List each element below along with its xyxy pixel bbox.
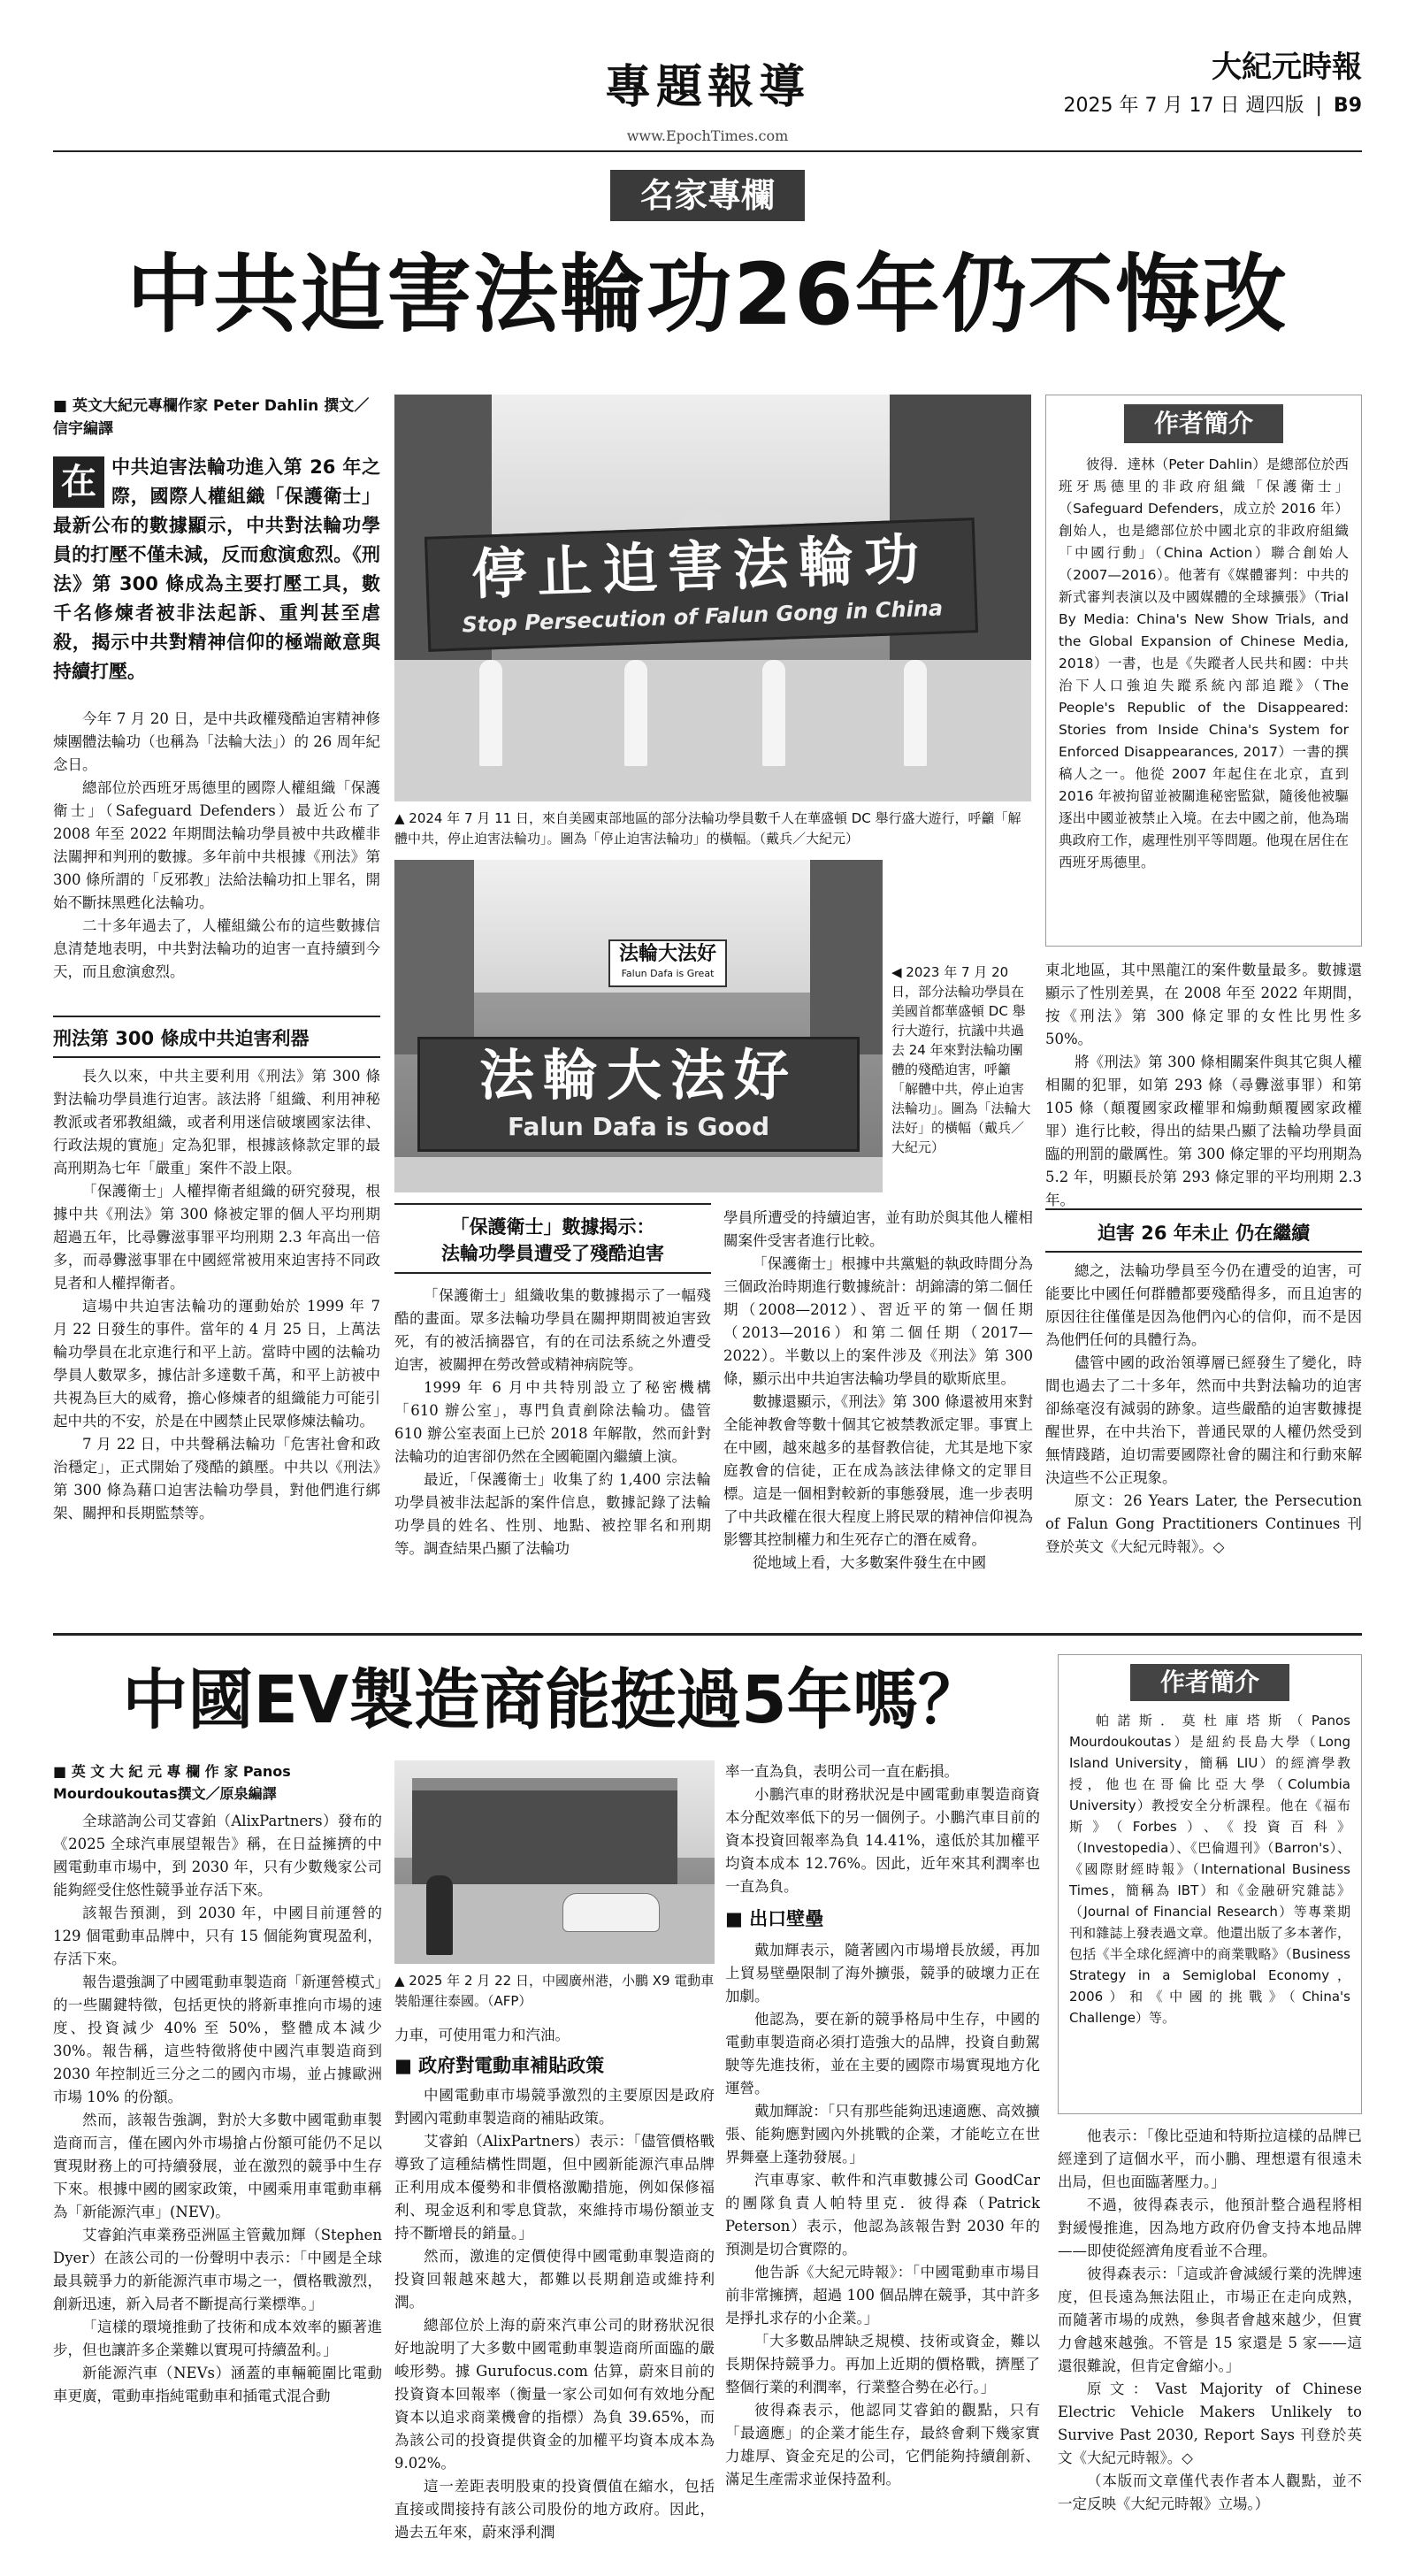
paper-name: 大紀元時報 (1212, 50, 1362, 85)
subhead-rule (1045, 1208, 1362, 1210)
paragraph-continued: 率一直為負，表明公司一直在虧損。 (725, 1763, 959, 1780)
sign-english: Falun Dafa is Great (621, 968, 715, 979)
building-left (394, 860, 474, 1054)
paragraph: 中國電動車市場競爭激烈的主要原因是政府對國內電動車製造商的補貼政策。 (394, 2087, 715, 2127)
article1-col2 (394, 1284, 711, 1560)
subhead-line1: 「保護衛士」數據揭示： (450, 1216, 655, 1238)
article-separator (53, 1633, 1362, 1636)
ship-deck (412, 1778, 677, 1790)
author-box-2 (1058, 1654, 1362, 2114)
paragraph: 「大多數品牌缺乏規模、技術或資金，難以長期保持競爭力。再加上近期的價格戰，擠壓了整個行業的利潤率，行業整合勢在必行。」 (725, 2333, 1040, 2396)
banner-chinese: 法輪大法好 (478, 1043, 798, 1108)
marcher (624, 660, 647, 766)
headline: 中共迫害法輪功26年仍不悔改 (126, 245, 1289, 344)
marcher (904, 660, 927, 766)
author-bio: 彼得．達林（Peter Dahlin）是總部位於西班牙馬德里的非政府組織「保護衛士」（Safeguard Defenders，成立於 2016 年）創始人，也是總部位於中國北京的非政府組織「中國行動」（China Action）聯合創始人（2007—2016）。他著有《媒體審判：中共的新式審判表演以及中國媒體的全球擴張》（Trial By Media: China's New Show Trials, and the Global Expansion of Chinese Media, 2018）一書，也是《失蹤者人民共和國：中共治下人口強迫失蹤系統內部追蹤》（The People's Republic of the Disappeared: Stories from Inside China's System for Enforced Disappearances, 2017）一書的撰稿人之一。他從 2007 年起住在北京，直到 2016 年被拘留並被關進秘密監獄，隨後他被驅逐出中國並被禁止入境。在去中國之前，他為瑞典政府工作，處理性別平等問題。他現在居住在西班牙馬德里。 (1059, 456, 1349, 870)
paragraph: 二十多年過去了，人權組織公布的這些數據信息清楚地表明，中共對法輪功的迫害一直持續到今天，而且愈演愈烈。 (53, 917, 380, 980)
paragraph: 「這樣的環境推動了技術和成本效率的顯著進步，但也讓許多企業難以實現可持續盈利。」 (53, 2319, 382, 2358)
paragraph: 長久以來，中共主要利用《刑法》第 300 條對法輪功學員進行迫害。該法將「組織、利用神秘教派或者邪教組織，或者利用迷信破壞國家法律、行政法規的實施」定為犯罪，根據該條款定罪的最高刑期為七年「嚴重」案件不設上限。 (53, 1068, 380, 1177)
banner (424, 518, 978, 652)
paragraph: 從地域上看，大多數案件發生在中國 (753, 1554, 986, 1571)
author-label: 作者簡介 (1124, 404, 1283, 443)
ev-car (562, 1893, 660, 1932)
article2-col3 (725, 1760, 1040, 2491)
photo1-caption: ▲ 2024 年 7 月 11 日，來自美國東部地區的部分法輪功學員數千人在華盛頓 DC 舉行盛大遊行，呼籲「解體中共，停止迫害法輪功」。圖為「停止迫害法輪功」的橫幅。（戴兵／大紀元） (394, 810, 1021, 847)
marcher (479, 660, 502, 766)
subhead: 刑法第 300 條成中共迫害利器 (53, 1028, 310, 1049)
road (394, 1157, 883, 1192)
subhead-3: 迫害 26 年未止 仍在繼續 (1097, 1223, 1311, 1244)
marcher (762, 660, 785, 766)
subhead-2 (394, 1208, 711, 1272)
drop-cap: 在 (53, 456, 104, 508)
banner (417, 1037, 860, 1152)
parade-photo-1 (394, 395, 1031, 801)
headline-2: 中國EV製造商能挺過5年嗎？ (122, 1662, 983, 1738)
paragraph-continued: 東北地區，其中黑龍江的案件數量最多。數據還顯示了性別差異，在 2008 年至 2022 年期間，按《刑法》第 300 條定罪的女性比男性多 50%。 (1045, 962, 1362, 1047)
paragraph: 總部位於上海的蔚來汽車公司的財務狀況很好地說明了大多數中國電動車製造商所面臨的嚴峻形勢。據 Gurufocus.com 估算，蔚來目前的投資資本回報率（衡量一家公司如何有效地分配資本以追求商業機會的指標）為負 39.65%，而為該公司的投資提供資金的加權平均資本成本為 9.02%。 (394, 2317, 715, 2472)
paragraph: 艾睿鉑汽車業務亞洲區主管戴加輝（Stephen Dyer）在該公司的一份聲明中表示：「中國是全球最具競爭力的新能源汽車市場之一，價格戰激烈，創新迅速，新入局者不斷提高行業標準。」 (53, 2227, 382, 2312)
paragraph: （本版而文章僅代表作者本人觀點，並不一定反映《大紀元時報》立場。） (1058, 2472, 1362, 2512)
paragraph: 艾睿鉑（AlixPartners）表示：「儘管價格戰導致了這種結構性問題，但中國新能源汽車品牌正利用成本優勢和非價格激勵措施，例如保修福利、現金返利和零息貸款，來維持市場份額並支持不斷增長的銷量。」 (394, 2133, 715, 2242)
paragraph: 不過，彼得森表示，他預計整合過程將相對緩慢推進，因為地方政府仍會支持本地品牌——即使從經濟角度看並不合理。 (1058, 2196, 1362, 2259)
site-url[interactable]: www.EpochTimes.com (626, 127, 789, 144)
lead-paragraph (53, 453, 380, 686)
kicker-label: 名家專欄 (610, 170, 805, 221)
ev-photo-caption: ▲ 2025 年 2 月 22 日，中國廣州港，小鵬 X9 電動車裝船運往泰國。（AFP） (394, 1973, 715, 2009)
paragraph: 彼得森表示：「這或許會減緩行業的洗牌速度，但長遠為無法阻止，市場正在走向成熟，而隨著市場的成熟，參與者會越來越少，但實力會越來越強。不管是 15 家還是 5 家——這還很難說，但肯定會縮小。」 (1058, 2266, 1362, 2374)
paragraph: 彼得森表示，他認同艾睿鉑的觀點，只有「最適應」的企業才能生存，最終會剩下幾家實力雄厚、資金充足的公司，它們能夠持續創新、滿足生產需求並保持盈利。 (725, 2402, 1040, 2488)
article1-col1 (53, 708, 380, 984)
article2-col4 (1058, 2125, 1362, 2516)
divider: | (1315, 95, 1322, 117)
subhead-rule (394, 1272, 711, 1274)
subhead-rule (1045, 1251, 1362, 1253)
paragraph: 汽車專家、軟件和汽車數據公司 GoodCar 的團隊負責人帕特里克．彼得森（Patrick Peterson）表示，他認為該報告對 2030 年的預測是切合實際的。 (725, 2172, 1040, 2258)
subhead-rule (394, 1203, 711, 1205)
article1-col1b (53, 1065, 380, 1525)
article1-col4b (1045, 1260, 1362, 1559)
byline-line2: 信宇編譯 (53, 420, 113, 438)
parade-photo-2 (394, 860, 883, 1192)
paragraph: 該報告預測，到 2030 年，中國目前運營的 129 個電動車品牌中，只有 15 個能夠實現盈利，存活下來。 (53, 1905, 382, 1967)
ship-hull (412, 1787, 677, 1884)
article1-col3 (723, 1207, 1033, 1575)
paragraph: 戴加輝表示，隨著國內市場增長放緩，再加上貿易壁壘限制了海外擴張，競爭的破壞力正在加劇。 (725, 1942, 1040, 2005)
paragraph: 原文：26 Years Later, the Persecution of Falun Gong Practitioners Continues 刊登於英文《大紀元時報》。◇ (1045, 1492, 1362, 1555)
paragraph: 這場中共迫害法輪功的運動始於 1999 年 7 月 22 日發生的事件。當年的 4 月 25 日，上萬法輪功學員在北京進行和平上訪。當時中國的法輪功學員人數眾多，據估計多達數千萬，和平上訪被中共視為巨大的威脅，擔心修煉者的組織能力可能引起中共的不安，於是在中國禁止民眾修煉法輪功。 (53, 1298, 380, 1430)
paragraph: 原文：Vast Majority of Chinese Electric Vehicle Makers Unlikely to Survive Past 2030, Report Says 刊登於英文《大紀元時報》。◇ (1058, 2380, 1362, 2466)
paragraph: 然而，激進的定價使得中國電動車製造商的投資回報越來越大，都難以長期創造或維持利潤。 (394, 2248, 715, 2311)
sign-chinese: 法輪大法好 (618, 943, 716, 965)
page-number: B9 (1333, 95, 1362, 117)
issue-date-row (1017, 90, 1362, 118)
paragraph: 這一差距表明股東的投資價值在縮水，包括直接或間接持有該公司股份的地方政府。因此，過去五年來，蔚來淨利潤 (394, 2478, 715, 2541)
paragraph: 他告訴《大紀元時報》：「中國電動車市場目前非常擁擠，超過 100 個品牌在競爭，其中許多是掙扎求存的小企業。」 (725, 2264, 1040, 2327)
paragraph: 「保護衛士」組織收集的數據揭示了一幅殘酷的畫面。眾多法輪功學員在關押期間被迫害致死，有的被活摘器官，有的在司法系統之外遭受迫害，被關押在勞改營或精神病院等。 (394, 1287, 711, 1373)
paragraph: 戴加輝說：「只有那些能夠迅速適應、高效擴張、能夠應對國內外挑戰的企業，才能屹立在世界舞臺上蓬勃發展。」 (725, 2103, 1040, 2166)
ev-port-photo (394, 1760, 715, 1964)
paragraph: 最近，「保護衛士」收集了約 1,400 宗法輪功學員被非法起訴的案件信息，數據記錄了法輪功學員的姓名、性別、地點、被控罪名和刑期等。調查結果凸顯了法輪功 (394, 1471, 711, 1557)
paragraph: 他認為，要在新的競爭格局中生存，中國的電動車製造商必須打造強大的品牌，投資自動駕駛等先進技術，並在主要的國際市場實現地方化運營。 (725, 2011, 1040, 2097)
paragraph: 「保護衛士」人權捍衛者組織的研究發現，根據中共《刑法》第 300 條被定罪的個人平均刑期超過五年，比尋釁滋事罪平均刑期 2.3 年高出一倍多，而尋釁滋事罪在中國經常被用來迫害持不同政見者和人權捍衛者。 (53, 1183, 380, 1292)
paragraph: 新能源汽車（NEVs）涵蓋的車輛範圍比電動車更廣，電動車指純電動車和插電式混合動 (53, 2365, 382, 2404)
worker (426, 1875, 453, 1955)
lead-text: 中共迫害法輪功進入第 26 年之際，國際人權組織「保護衛士」最新公布的數據顯示，中共對法輪功學員的打壓不僅未減，反而愈演愈烈。《刑法》第 300 條成為主要打壓工具，數千名修煉者被非法起訴、重判甚至虐殺，揭示中共對精神信仰的極端敵意與持續打壓。 (53, 456, 380, 682)
paragraph-continued: 學員所遭受的持續迫害，並有助於與其他人權相關案件受害者進行比較。 (723, 1209, 1033, 1249)
subhead-rule (53, 1016, 380, 1017)
byline-2: ■ 英 文 大 紀 元 專 欄 作 家 Panos Mourdoukoutas撰文／原泉編譯 (53, 1763, 291, 1802)
author-label: 作者簡介 (1130, 1664, 1289, 1701)
paragraph: 他表示：「像比亞迪和特斯拉這樣的品牌已經達到了這個水平，而小鵬、理想還有很遠未出局，但也面臨著壓力。」 (1058, 2128, 1362, 2190)
photo2-caption: ◀ 2023 年 7 月 20 日，部分法輪功學員在美國首都華盛頓 DC 舉行大遊行，抗議中共過去 24 年來對法輪功團體的殘酷迫害，呼籲「解體中共，停止迫害法輪功」。圖為「法輪大法好」的橫幅（戴兵／大紀元） (891, 964, 1031, 1155)
paragraph: 「保護衛士」根據中共黨魁的執政時間分為三個政治時期進行數據統計：胡錦濤的第二個任期（2008—2012）、習近平的第一個任期（2013—2016）和第二個任期（2017—2022）。半數以上的案件涉及《刑法》第 300 條，顯示出中共迫害法輪功學員的歇斯底里。 (723, 1255, 1033, 1387)
paragraph: 今年 7 月 20 日，是中共政權殘酷迫害精神修煉團體法輪功（也稱為「法輪大法」）的 26 周年紀念日。 (53, 710, 380, 773)
paragraph: 1999 年 6 月中共特別設立了秘密機構「610 辦公室」，專門負責剷除法輪功。儘管 610 辦公室表面上已於 2018 年解散，然而針對法輪功的迫害卻仍然在全國範圍內繼續上演。 (394, 1379, 711, 1465)
paragraph: 儘管中國的政治領導層已經發生了變化，時間也過去了二十多年，然而中共對法輪功的迫害卻絲毫沒有減弱的跡象。這些嚴酷的迫害數據提醒世界，在中共治下，普通民眾的人權仍然受到無情踐踏，迫切需要國際社會的關注和行動來解決這些不公正現象。 (1045, 1354, 1362, 1486)
subhead: ■ 政府對電動車補貼政策 (394, 2055, 605, 2076)
issue-date: 2025 年 7 月 17 日 週四版 (1063, 95, 1304, 117)
paragraph: 數據還顯示，《刑法》第 300 條還被用來對全能神教會等數十個其它被禁教派定罪。事實上在中國，越來越多的基督教信徒，尤其是地下家庭教會的信徒，正在成為該法律條文的定罪目標。這是一個相對較新的事態發展，進一步表明了中共政權在很大程度上將民眾的精神信仰視為影響其控制權力和生死存亡的潛在威脅。 (723, 1393, 1033, 1548)
paragraph: 將《刑法》第 300 條相關案件與其它與人權相關的犯罪，如第 293 條（尋釁滋事罪）和第 105 條（顛覆國家政權罪和煽動顛覆國家政權罪）進行比較，得出的結果凸顯了法輪功學員面臨的刑罰的嚴厲性。第 300 條定罪的平均刑期為 5.2 年，明顯長於第 293 條定罪的平均刑期 2.3 年。 (1045, 1054, 1362, 1208)
section-title: 專題報導 (604, 61, 810, 114)
paragraph: 7 月 22 日，中共聲稱法輪功「危害社會和政治穩定」，正式開始了殘酷的鎮壓。中共以《刑法》第 300 條為藉口迫害法輪功學員，對他們進行綁架、關押和長期監禁等。 (53, 1436, 380, 1522)
paragraph: 報告還強調了中國電動車製造商「新運營模式」的一些關鍵特徵，包括更快的將新車推向市場的速度、投資減少 40% 至 50%，整體成本減少 30%。報告稱，這些特徵將使中國汽車製造商到 2030 年控制近三分之二的國內市場，並占據歐洲市場 10% 的份額。 (53, 1974, 382, 2105)
banner-chinese: 停止迫害法輪功 (470, 525, 931, 608)
paragraph: 全球諮詢公司艾睿鉑（AlixPartners）發布的《2025 全球汽車展望報告》稱，在日益擁擠的中國電動車市場中，到 2030 年，只有少數幾家公司能夠經受住悠性競爭並存活下來。 (53, 1813, 382, 1898)
paragraph-continued: 力車，可使用電力和汽油。 (394, 2027, 570, 2043)
article2-col1 (53, 1810, 382, 2408)
masthead-rule (53, 150, 1362, 152)
article2-col2 (394, 2024, 715, 2544)
byline-line1: ■ 英文大紀元專欄作家 Peter Dahlin 撰文／ (53, 397, 370, 415)
subhead-line2: 法輪功學員遭受了殘酷迫害 (441, 1243, 664, 1264)
author-box (1045, 395, 1362, 947)
author-bio: 帕諾斯．莫杜庫塔斯（Panos Mourdoukoutas）是紐約長島大學（Long Island University，簡稱 LIU）的經濟學教授，他也在哥倫比亞大學（Columbia University）教授安全分析課程。他在《福布斯》（Forbes）、《投資百科》（Investopedia）、《巴倫週刊》（Barron's）、《國際財經時報》（International Business Times，簡稱為 IBT）和《金融研究雜誌》（Journal of Financial Research）等專業期刊和雜誌上發表過文章。他還出版了多本著作，包括《半全球化經濟中的商業戰略》（Business Strategy in a Semiglobal Economy，2006）和《中國的挑戰》（China's Challenge）等。 (1069, 1713, 1350, 2026)
subhead-rule (53, 1056, 380, 1058)
byline (53, 395, 380, 441)
banner-english: Falun Dafa is Good (507, 1112, 770, 1141)
banner-english: Stop Persecution of Falun Gong in China (461, 595, 944, 638)
paragraph: 總之，法輪功學員至今仍在遭受的迫害，可能要比中國任何群體都要殘酷得多，而且迫害的原因往往僅僅是因為他們內心的信仰，而不是因為他們任何的具體行為。 (1045, 1262, 1362, 1348)
paragraph: 然而，該報告強調，對於大多數中國電動車製造商而言，僅在國內外市場搶占份額可能仍不足以實現財務上的可持續發展，並在激烈的競爭中生存下來。根據中國的國家政策，中國乘用車電動車稱為「新能源汽車」(NEV)。 (53, 2112, 382, 2220)
paragraph: 小鵬汽車的財務狀況是中國電動車製造商資本分配效率低下的另一個例子。小鵬汽車目前的資本投資回報率為負 14.41%，遠低於其加權平均資本成本 12.76%。因此，近年來其利潤率也一直為負。 (725, 1786, 1040, 1895)
building-right (810, 860, 883, 1054)
paragraph: 總部位於西班牙馬德里的國際人權組織「保護衛士」（Safeguard Defenders）最近公布了 2008 年至 2022 年期間法輪功學員被中共政權非法關押和判刑的數據。多年前中共根據《刑法》第 300 條所謂的「反邪教」法給法輪功扣上罪名，開始不斷抹黑甦化法輪功。 (53, 779, 380, 911)
sign-board (608, 939, 727, 987)
article1-col4 (1045, 959, 1362, 1212)
subhead: ■ 出口壁壘 (725, 1908, 824, 1929)
